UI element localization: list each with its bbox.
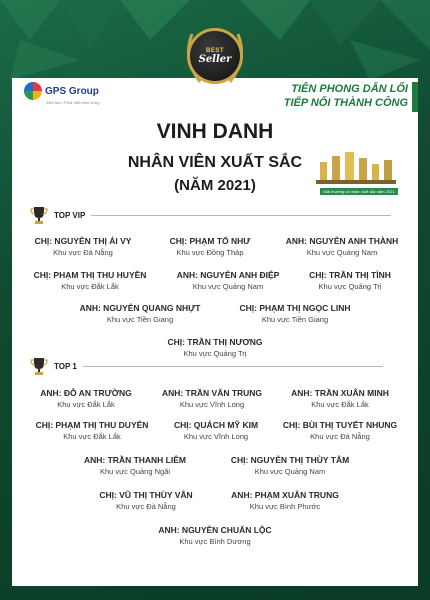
list-item bbox=[286, 236, 399, 257]
section-divider bbox=[91, 215, 391, 216]
slogan-line-2: TIẾP NỐI THÀNH CÔNG bbox=[283, 97, 408, 109]
company-subtitle: Kiến tạo • Phát triển bền vững bbox=[46, 100, 100, 105]
person-region: Khu vực Đà Nẵng bbox=[310, 432, 370, 441]
person-name: CHỊ: NGUYỄN THỊ THÙY TÂM bbox=[230, 455, 350, 465]
trophy-icon bbox=[30, 356, 48, 376]
gps-logo-icon bbox=[24, 82, 42, 100]
person-region: Khu vực Đồng Tháp bbox=[176, 248, 244, 257]
person-region: Khu vực Đắk Lắk bbox=[63, 432, 121, 441]
person-name: ANH: TRẦN VĂN TRUNG bbox=[161, 388, 263, 398]
list-item bbox=[99, 490, 192, 511]
person-name: ANH: NGUYỄN QUANG NHỰT bbox=[79, 303, 201, 313]
slogan-accent-bar bbox=[412, 82, 418, 112]
person-region: Khu vực Đắk Lắk bbox=[61, 282, 119, 291]
trophy-caption: Giải thưởng cá nhân xuất sắc năm 2021 bbox=[320, 188, 398, 195]
list-item bbox=[84, 455, 186, 476]
list-item bbox=[309, 270, 391, 291]
page-title: VINH DANH bbox=[156, 120, 274, 143]
person-region: Khu vực Tiền Giang bbox=[106, 315, 174, 324]
list-item bbox=[158, 525, 271, 546]
person-region: Khu vực Vĩnh Long bbox=[183, 432, 249, 441]
list-item bbox=[34, 270, 147, 291]
list-item bbox=[231, 455, 349, 476]
person-region: Khu vực Đắk Lắk bbox=[57, 400, 115, 409]
person-name: CHỊ: PHẠM THỊ THU HUYỀN bbox=[33, 270, 147, 280]
person-region: Khu vực Đà Nẵng bbox=[116, 502, 176, 511]
list-item bbox=[80, 303, 201, 324]
person-region: Khu vực Quảng Trị bbox=[318, 282, 382, 291]
person-name: CHỊ: TRẦN THỊ TÌNH bbox=[309, 270, 391, 280]
person-region: Khu vực Quảng Ngãi bbox=[99, 467, 171, 476]
trophies-image bbox=[312, 152, 402, 186]
badge-top-text: BEST bbox=[205, 47, 224, 54]
company-name: GPS Group bbox=[45, 85, 99, 97]
person-name: CHỊ: PHẠM THỊ NGỌC LINH bbox=[239, 303, 351, 313]
page-year: (NĂM 2021) bbox=[174, 177, 256, 194]
person-name: CHỊ: QUÁCH MỸ KIM bbox=[173, 420, 259, 430]
person-name: ANH: NGUYỄN ANH THÀNH bbox=[285, 236, 399, 246]
person-region: Khu vực Quảng Nam bbox=[192, 282, 264, 291]
person-name: ANH: ĐỖ AN TRƯỜNG bbox=[40, 388, 132, 398]
person-name: CHỊ: TRẦN THỊ NƯƠNG bbox=[167, 337, 263, 347]
list-item bbox=[162, 388, 262, 409]
list-item bbox=[231, 490, 339, 511]
badge-main-text: Seller bbox=[198, 53, 232, 65]
list-item bbox=[240, 303, 351, 324]
person-name: CHỊ: NGUYỄN THỊ ÁI VY bbox=[34, 236, 132, 246]
list-item bbox=[36, 420, 149, 441]
list-item bbox=[283, 420, 397, 441]
person-region: Khu vực Quảng Nam bbox=[254, 467, 326, 476]
person-name: ANH: TRẦN THANH LIÊM bbox=[84, 455, 186, 465]
slogan-line-1: TIÊN PHONG DẪN LỐI bbox=[291, 83, 408, 95]
list-item bbox=[177, 270, 280, 291]
slogan bbox=[284, 82, 408, 110]
list-item bbox=[170, 236, 251, 257]
person-region: Khu vực Bình Dương bbox=[179, 537, 251, 546]
list-item bbox=[40, 388, 131, 409]
decor-triangles-right bbox=[230, 0, 430, 80]
person-name: ANH: NGUYỄN ANH ĐIỆP bbox=[176, 270, 280, 280]
person-region: Khu vực Bình Phước bbox=[249, 502, 321, 511]
section-header-top-1 bbox=[30, 356, 383, 376]
person-region: Khu vực Quảng Nam bbox=[306, 248, 378, 257]
list-item bbox=[167, 337, 262, 358]
list-item bbox=[35, 236, 132, 257]
list-item bbox=[174, 420, 258, 441]
section-label: TOP 1 bbox=[54, 361, 77, 371]
person-name: ANH: PHẠM XUÂN TRUNG bbox=[231, 490, 339, 500]
person-region: Khu vực Quảng Trị bbox=[183, 349, 247, 358]
company-logo bbox=[24, 82, 100, 105]
person-region: Khu vực Đắk Lắk bbox=[311, 400, 369, 409]
person-name: CHỊ: PHẠM TỐ NHƯ bbox=[169, 236, 251, 246]
trophy-icon bbox=[30, 205, 48, 225]
page-subtitle: NHÂN VIÊN XUẤT SẮC bbox=[127, 154, 303, 171]
person-name: ANH: TRẦN XUÂN MINH bbox=[291, 388, 389, 398]
section-header-top-vip bbox=[30, 205, 391, 225]
person-region: Khu vực Vĩnh Long bbox=[179, 400, 245, 409]
person-region: Khu vực Tiền Giang bbox=[261, 315, 329, 324]
person-name: CHỊ: VŨ THỊ THÙY VÂN bbox=[99, 490, 193, 500]
best-seller-badge bbox=[187, 28, 243, 84]
person-region: Khu vực Đà Nẵng bbox=[53, 248, 113, 257]
person-name: ANH: NGUYỄN CHUẨN LỘC bbox=[158, 525, 272, 535]
person-name: CHỊ: BÙI THỊ TUYẾT NHUNG bbox=[282, 420, 398, 430]
section-label: TOP VIP bbox=[54, 210, 86, 220]
list-item bbox=[291, 388, 389, 409]
decor-triangles-left bbox=[0, 0, 200, 80]
section-divider bbox=[83, 366, 383, 367]
person-name: CHỊ: PHẠM THỊ THU DUYÊN bbox=[35, 420, 149, 430]
